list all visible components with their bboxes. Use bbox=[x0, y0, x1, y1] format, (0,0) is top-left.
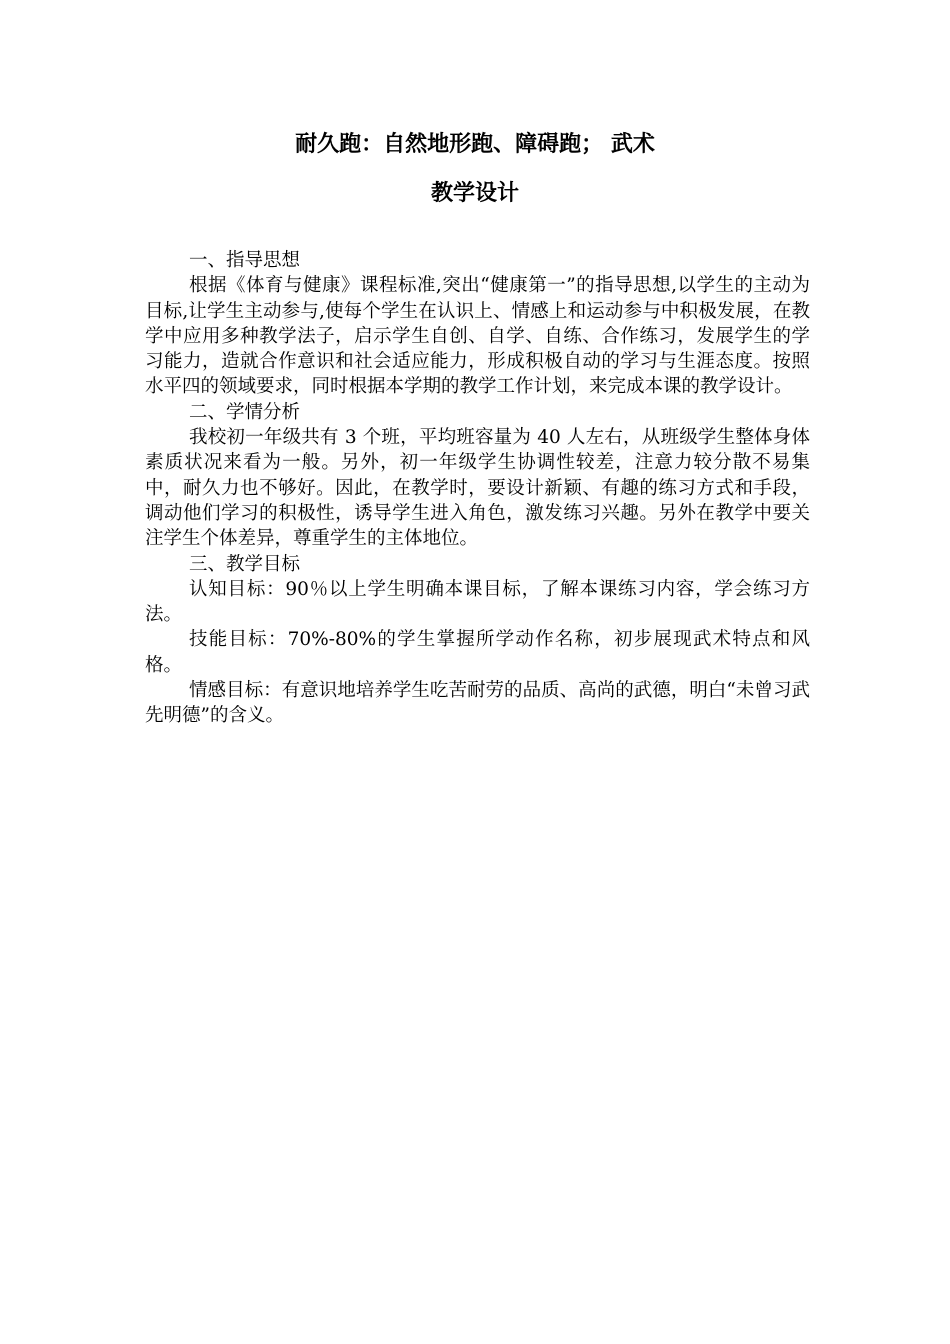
paragraph-cognitive-goal: 认知目标：90％以上学生明确本课目标，了解本课练习内容，学会练习方法。 bbox=[145, 578, 810, 626]
paragraph-affective-goal: 情感目标：有意识地培养学生吃苦耐劳的品质、高尚的武德，明白“未曾习武先明德”的含义。 bbox=[145, 680, 810, 727]
section-heading-student-analysis: 二、学情分析 bbox=[189, 401, 301, 423]
document-subtitle: 教学设计 bbox=[430, 181, 519, 206]
paragraph-guiding-thought: 根据《体育与健康》课程标准,突出“健康第一”的指导思想,以学生的主动为目标,让学生主动参与,使每个学生在认识上、情感上和运动参与中积极发展，在教学中应用多种教学法子，启示学生自创、自学、自练、合作练习，发展学生的学习能力，造就合作意识和社会适应能力，形成积极自动的学习与生涯态度。按照水平四的领域要求，同时根据本学期的教学工作计划，来完成本课的教学设计。 bbox=[145, 275, 810, 398]
section-heading-teaching-goals: 三、教学目标 bbox=[189, 553, 301, 575]
paragraph-skill-goal: 技能目标：70%-80%的学生掌握所学动作名称，初步展现武术特点和风格。 bbox=[145, 629, 810, 676]
document-title: 耐久跑：自然地形跑、障碍跑； 武术 bbox=[295, 132, 655, 157]
paragraph-student-analysis: 我校初一年级共有 3 个班，平均班容量为 40 人左右，从班级学生整体身体素质状况来看为一般。另外，初一年级学生协调性较差，注意力较分散不易集中，耐久力也不够好。因此，在教学时，要设计新颖、有趣的练习方式和手段，调动他们学习的积极性，诱导学生进入角色，激发练习兴趣。另外在教学中要关注学生个体差异，尊重学生的主体地位。 bbox=[145, 427, 810, 550]
document-body bbox=[145, 248, 810, 729]
section-heading-guiding-thought: 一、指导思想 bbox=[189, 250, 301, 271]
title-block bbox=[0, 131, 950, 208]
